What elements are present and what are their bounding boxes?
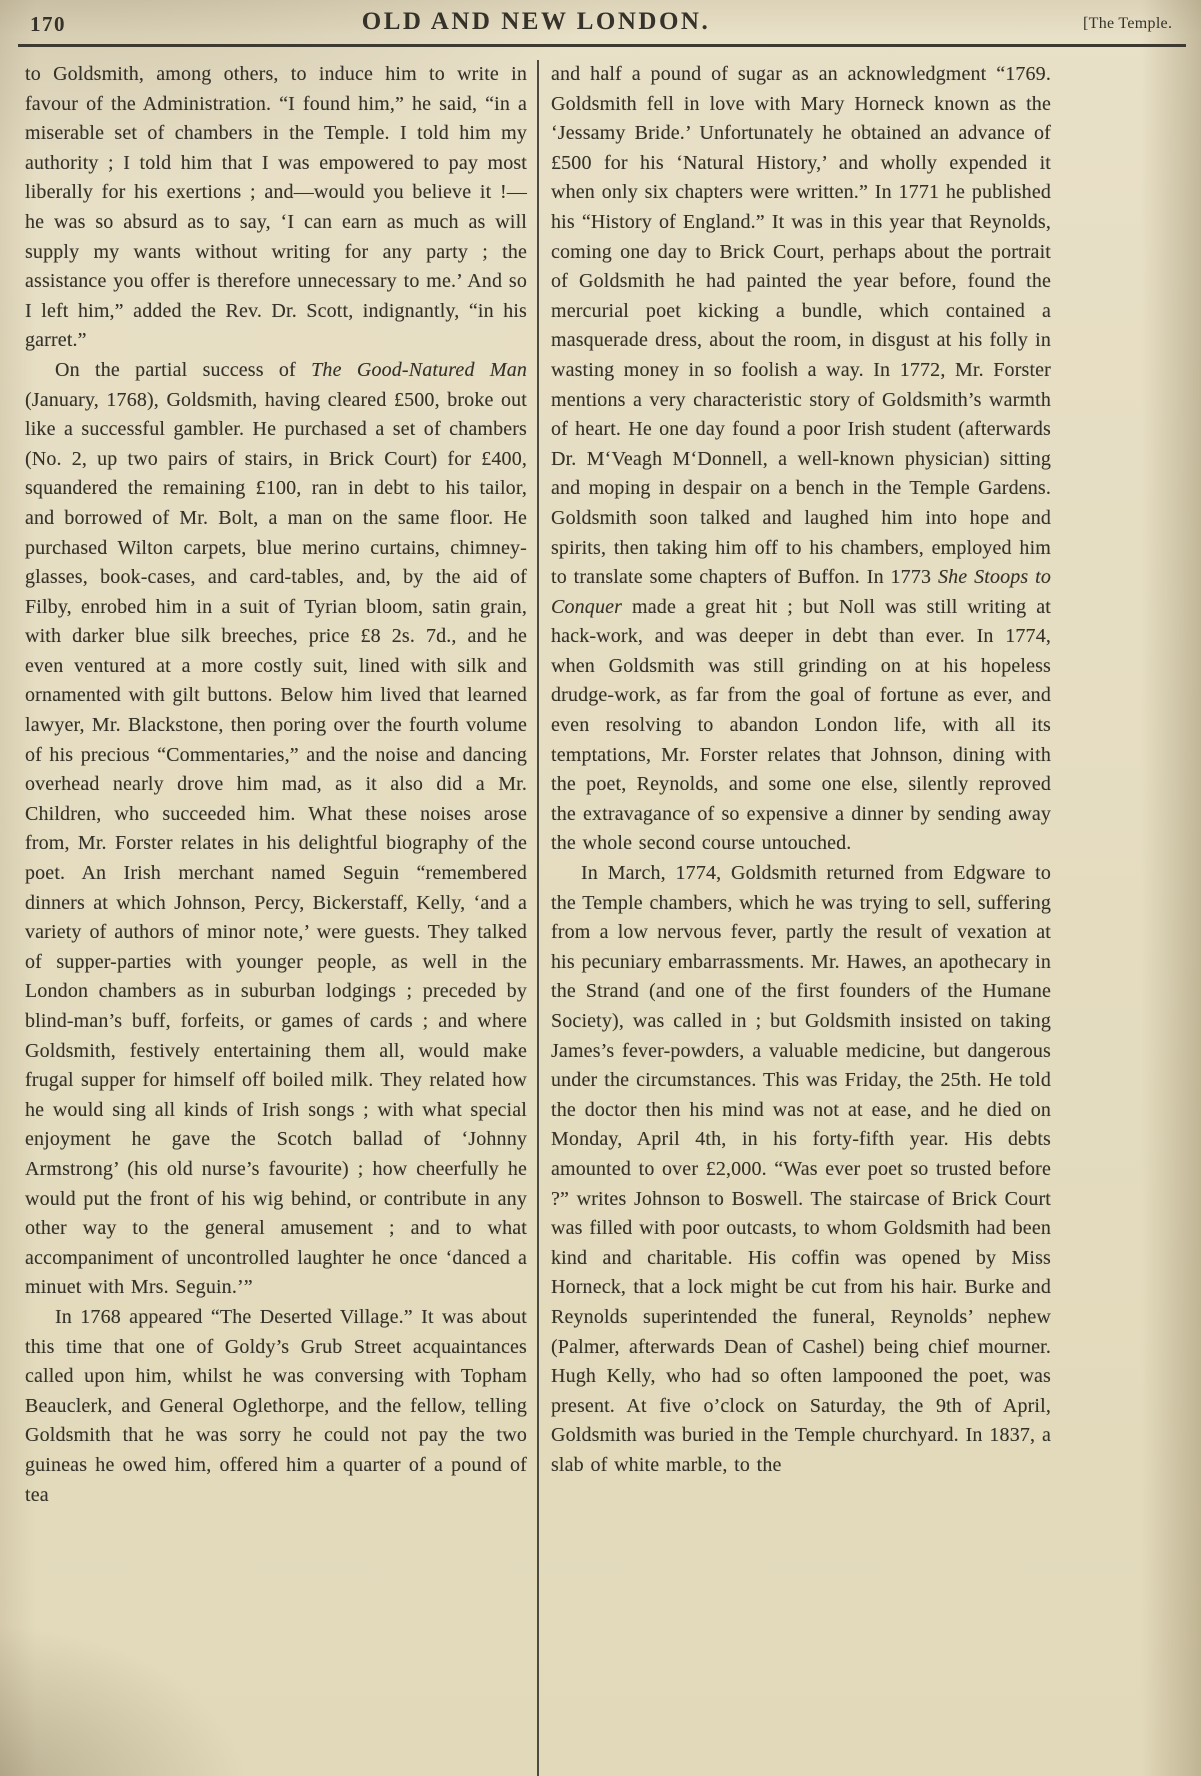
paragraph-text: and half a pound of sugar as an acknowledgment “1769. Goldsmith fell in love with Mary Horneck known as the ‘Jessamy Bride.’ Unfortunately he obtained an advance of £500 for his ‘Natural History,’ and wholly expended it when only six chapters were written.” In 1771 he published his “History of England.” It was in this year that Reynolds, coming one day to Brick Court, perhaps about the portrait of Goldsmith he had painted the year before, found the mercurial poet kicking a bundle, which contained a masquerade dress, about the room, in disgust at his folly in wasting money in so foolish a way. In 1772, Mr. Forster mentions a very characteristic story of Goldsmith’s warmth of heart. He one day found a poor Irish student (afterwards Dr. M‘Veagh M‘Donnell, a well-known physician) sitting and moping in despair on a bench in the Temple Gardens. Goldsmith soon talked and laughed him into hope and spirits, then taking him off to his chambers, employed him to translate some chapters of Buffon. In 1773 (551, 63, 1051, 589)
paragraph-text: to Goldsmith, among others, to induce him to write in favour of the Administration. “I found him,” he said, “in a miserable set of chambers in the Temple. I told him my authority ; I told him that I was empowered to pay most liberally for his exertions ; and—would you believe it !—he was so absurd as to say, ‘I can earn as much as will supply my wants without writing for any party ; the assistance you offer is therefore unnecessary to me.’ And so I left him,” added the Rev. Dr. Scott, indignantly, “in his garret.” (25, 63, 527, 352)
left-column (25, 60, 527, 1776)
text-columns (25, 60, 1051, 1776)
paragraph-text: (January, 1768), Goldsmith, having cleared £500, broke out like a successful gambler. He purchased a set of chambers (No. 2, up two pairs of stairs, in Brick Court) for £400, squandered the remaining £100, ran in debt to his tailor, and borrowed of Mr. Bolt, a man on the same floor. He purchased Wilton carpets, blue merino curtains, chimney-glasses, book-cases, and card-tables, and, by the aid of Filby, enrobed him in a suit of Tyrian bloom, satin grain, with darker blue silk breeches, price £8 2s. 7d., and he even ventured at a more costly suit, lined with silk and ornamented with gilt buttons. Below him lived that learned lawyer, Mr. Blackstone, then poring over the fourth volume of his precious “Commentaries,” and the noise and dancing overhead nearly drove him mad, as it also did a Mr. Children, who succeeded him. What these noises arose from, Mr. Forster relates in his delightful biography of the poet. An Irish merchant named Seguin “remembered dinners at which Johnson, Percy, Bickerstaff, Kelly, ‘and a variety of authors of minor note,’ were guests. They talked of supper-parties with younger people, as well in the London chambers as in suburban lodgings ; preceded by blind-man’s buff, forfeits, or games of cards ; and where Goldsmith, festively entertaining them all, would make frugal supper for himself off boiled milk. They related how he would sing all kinds of Irish songs ; with what special enjoyment he gave the Scotch ballad of ‘Johnny Armstrong’ (his old nurse’s favourite) ; how cheerfully he would put the front of his wig behind, or contribute in any other way to the general amusement ; and to what accompaniment of uncontrolled laughter he once ‘danced a minuet with Mrs. Seguin.’” (25, 388, 527, 1299)
book-title-italic: The Good-Natured Man (311, 358, 527, 381)
page-number: 170 (30, 12, 66, 36)
right-column (551, 60, 1051, 1776)
page-title: OLD AND NEW LONDON. (361, 8, 711, 35)
paragraph-text: In 1768 appeared “The Deserted Village.” It was about this time that one of Goldy’s Grub Street acquaintances called upon him, whilst he was conversing with Topham Beauclerk, and General Oglethorpe, and the fellow, telling Goldsmith that he was sorry he could not pay the two guineas he owed him, offered him a quarter of a pound of tea (25, 1305, 527, 1506)
paragraph-text: In March, 1774, Goldsmith returned from Edgware to the Temple chambers, which he was trying to sell, suffering from a low nervous fever, partly the result of vexation at his pecuniary embarrassments. Mr. Hawes, an apothecary in the Strand (and one of the first founders of the Humane Society), was called in ; but Goldsmith insisted on taking James’s fever-powders, a valuable medicine, but dangerous under the circumstances. This was Friday, the 25th. He told the doctor then his mind was not at ease, and he died on Monday, April 4th, in his forty-fifth year. His debts amounted to over £2,000. “Was ever poet so trusted before ?” writes Johnson to Boswell. The staircase of Brick Court was filled with poor outcasts, to whom Goldsmith had been kind and charitable. His coffin was opened by Miss Horneck, that a lock might be cut from his hair. Burke and Reynolds superintended the funeral, Reynolds’ nephew (Palmer, afterwards Dean of Cashel) being chief mourner. Hugh Kelly, who had so often lampooned the poet, was present. At five o’clock on Saturday, the 9th of April, Goldsmith was buried in the Temple churchyard. In 1837, a slab of white marble, to the (551, 862, 1052, 1476)
header-rule (18, 44, 1186, 47)
paragraph (25, 1303, 527, 1510)
page-header (0, 8, 1201, 44)
paragraph (25, 356, 527, 1303)
running-head-note: [The Temple. (1083, 15, 1173, 32)
paragraph (551, 859, 1051, 1480)
book-title-italic: She Stoops to Conquer (551, 566, 1051, 618)
paragraph-text: On the partial success of (55, 358, 312, 381)
paragraph (551, 60, 1051, 859)
column-divider-rule (537, 60, 539, 1776)
paragraph (25, 60, 527, 356)
paragraph-text: made a great hit ; but Noll was still writing at hack-work, and was deeper in debt than ever. In 1774, when Goldsmith was still grinding on at his hopeless drudge-work, as far from the goal of fortune as ever, and even resolving to abandon London life, with all its temptations, Mr. Forster relates that Johnson, dining with the poet, Reynolds, and some one else, silently reproved the extravagance of so expensive a dinner by sending away the whole second course untouched. (551, 595, 1051, 855)
